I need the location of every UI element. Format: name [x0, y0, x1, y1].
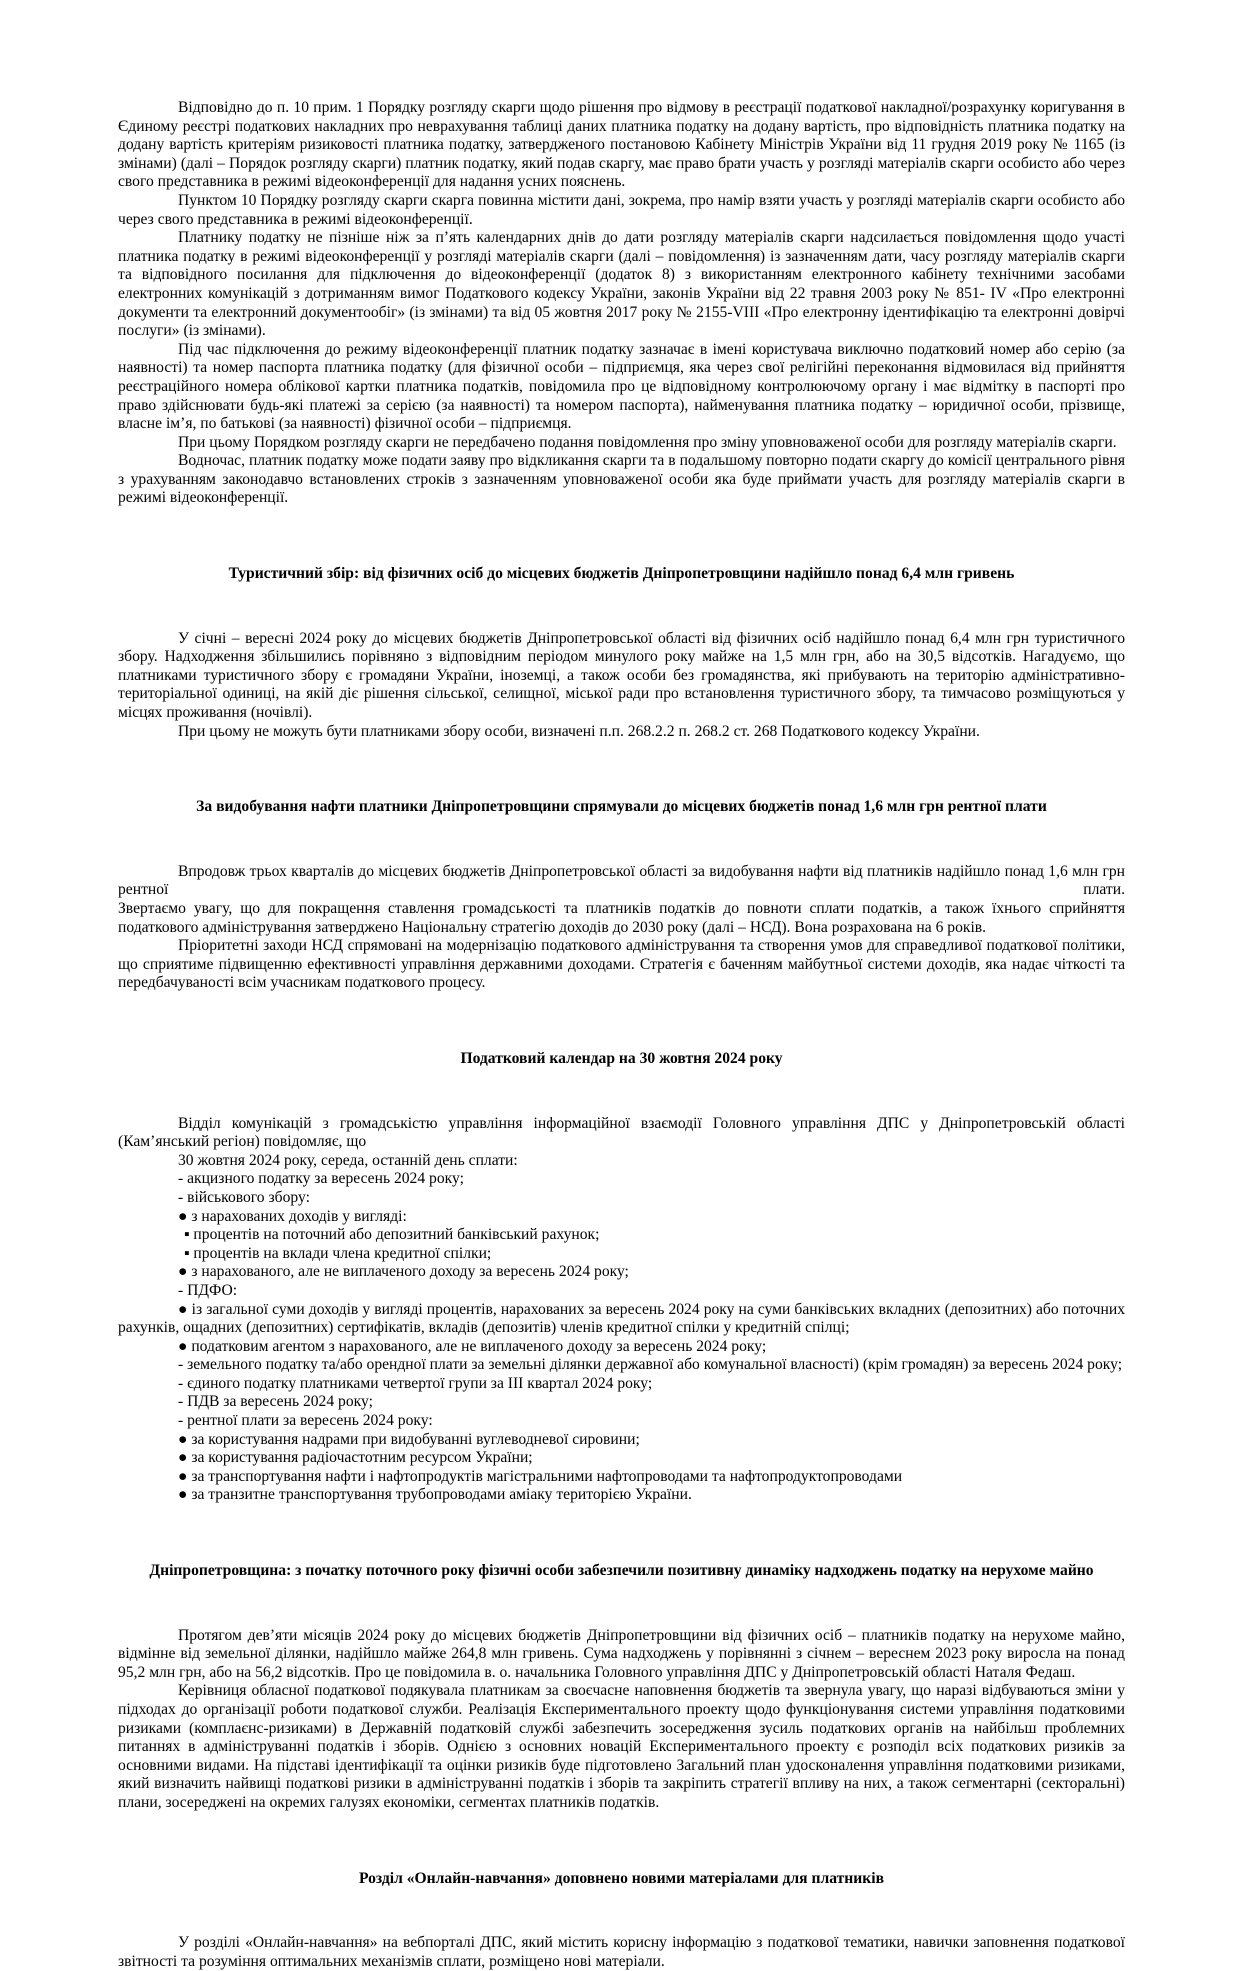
list-item: - ПДВ за вересень 2024 року; — [178, 1393, 373, 1411]
list-item: ● з нарахованого, але не виплаченого доходу за вересень 2024 року; — [178, 1263, 629, 1281]
paragraph: Впродовж трьох кварталів до місцевих бюджетів Дніпропетровської області за видобування нафти від платників надійшло понад 1,6 млн грн рентної плати. — [118, 862, 1125, 899]
paragraph: Відділ комунікацій з громадськістю управління інформаційної взаємодії Головного управління ДПС у Дніпропетровській області (Кам’янський регіон) повідомляє, що — [118, 1114, 1125, 1151]
list-item: ● податковим агентом з нарахованого, але не виплаченого доходу за вересень 2024 року; — [178, 1337, 767, 1355]
list-item: - єдиного податку платниками четвертої групи за ІІІ квартал 2024 року; — [178, 1374, 653, 1392]
list-item: 30 жовтня 2024 року, середа, останній день сплати: — [178, 1151, 518, 1169]
paragraph: При цьому не можуть бути платниками збору особи, визначені п.п. 268.2.2 п. 268.2 ст. 268 Податкового кодексу України. — [178, 722, 980, 740]
list-item: ▪ процентів на вклади члена кредитної спілки; — [184, 1244, 492, 1262]
section-heading: Розділ «Онлайн-навчання» доповнено новими матеріалами для платників — [358, 1869, 885, 1887]
list-item: ● з нарахованих доходів у вигляді: — [178, 1207, 407, 1225]
paragraph: При цьому Порядком розгляду скарги не передбачено подання повідомлення про зміну уповноваженої особи для розгляду матеріалів скарги. — [178, 433, 1117, 451]
paragraph: Звертаємо увагу, що для покращення ставлення громадськості та платників податків до повноти сплати податків, а також їхнього сприйняття податкового адміністрування затверджено Національну стратегію доходів до 2030 року (далі – НСД). Вона розрахована на 6 років. — [118, 900, 1125, 936]
section-heading: За видобування нафти платники Дніпропетровщини спрямували до місцевих бюджетів понад 1,6 млн грн рентної плати — [196, 798, 1047, 816]
section-heading: Дніпропетровщина: з початку поточного року фізичні особи забезпечили позитивну динаміку надходжень податку на нерухоме майно — [149, 1562, 1094, 1580]
list-item: ● за транзитне транспортування трубопроводами аміаку територією України. — [178, 1486, 692, 1504]
paragraph: Під час підключення до режиму відеоконференції платник податку зазначає в імені користувача виключно податковий номер або серію (за наявності) та номер паспорта платника податку (для фізичної особи – підприємця, яка через свої релігійні переконання відмовилася від прийняття реєстраційного номера облікової картки платника податків, повідомила про це відповідному контролюючому органу і має відмітку в паспорті про право здійснювати будь-які платежі за серією (за наявності) та номером паспорта), найменування платника податку – юридичної особи, прізвище, власне ім’я, по батькові (за наявності) фізичної особи – підприємця. — [118, 340, 1125, 433]
list-item: ● за користування радіочастотним ресурсом України; — [178, 1449, 533, 1467]
list-item: - акцизного податку за вересень 2024 року; — [178, 1170, 464, 1188]
list-item: ● за користування надрами при видобуванні вуглеводневої сировини; — [178, 1430, 640, 1448]
section-heading: Податковий календар на 30 жовтня 2024 року — [460, 1049, 783, 1067]
paragraph: У січні – вересні 2024 року до місцевих бюджетів Дніпропетровської області від фізичних осіб надійшло понад 6,4 млн грн туристичного збору. Надходження збільшились порівняно з відповідним періодом минулого року майже на 1,5 млн грн, або на 30,5 відсотків. Нагадуємо, що платниками туристичного збору є громадяни України, іноземці, а також особи без громадянства, які прибувають на територію адміністративно-територіальної одиниці, на якій діє рішення сільської, селищної, міської ради про встановлення туристичного збору, та тимчасово розміщуються у місцях проживання (ночівлі). — [118, 629, 1125, 722]
paragraph: Керівниця обласної податкової подякувала платникам за своєчасне наповнення бюджетів та звернула увагу, що наразі відбуваються зміни у підходах до організації роботи податкової служби. Реалізація Експериментального проекту щодо функціонування системи управління податковими ризиками (комплаєнс-ризиками) в Державній податковій службі забезпечить зосередження зусиль податкових органів на найбільш проблемних питаннях в адмініструванні податків і зборів. Однією з основних новацій Експериментального проекту є розподіл всіх податкових ризиків за основними видами. На підставі ідентифікації та оцінки ризиків буде підготовлено Загальний план удосконалення управління податковими ризиками, який визначить найвищі податкові ризики в адмініструванні податків і зборів та закріпить стратегії впливу на них, а також сегментарні (секторальні) плани, зосереджені на окремих галузях економіки, сегментах платників податків. — [118, 1682, 1125, 1811]
list-item: ● із загальної суми доходів у вигляді процентів, нарахованих за вересень 2024 року на суми банківських вкладних (депозитних) або поточних рахунків, ощадних (депозитних) сертифікатів, вкладів (депозитів) членів кредитної спілки у кредитній спілці; — [118, 1300, 1125, 1337]
list-item: - земельного податку та/або орендної плати за земельні ділянки державної або комунальної власності) (крім громадян) за вересень 2024 року; — [178, 1356, 1123, 1374]
list-item: - військового збору: — [178, 1188, 310, 1206]
paragraph: Водночас, платник податку може подати заяву про відкликання скарги та в подальшому повторно подати скаргу до комісії центрального рівня з урахуванням законодавчо встановлених строків з зазначенням уповноваженої особи яка буде приймати участь для розгляду матеріалів скарги в режимі відеоконференції. — [118, 452, 1125, 507]
list-item: - ПДФО: — [178, 1281, 238, 1299]
list-item: ▪ процентів на поточний або депозитний банківський рахунок; — [184, 1226, 600, 1244]
paragraph: Відповідно до п. 10 прим. 1 Порядку розгляду скарги щодо рішення про відмову в реєстрації податкової накладної/розрахунку коригування в Єдиному реєстрі податкових накладних про неврахування таблиці даних платника податку на додану вартість, про відповідність платника податку на додану вартість критеріям ризиковості платника податку, затвердженого постановою Кабінету Міністрів України від 11 грудня 2019 року № 1165 (із змінами) (далі – Порядок розгляду скарги) платник податку, який подав скаргу, має право брати участь у розгляді матеріалів скарги особисто або через свого представника в режимі відеоконференції для надання усних пояснень. — [118, 99, 1125, 191]
paragraph: Протягом дев’яти місяців 2024 року до місцевих бюджетів Дніпропетровщини від фізичних осіб – платників податку на нерухоме майно, відмінне від земельної ділянки, надійшло майже 264,8 млн гривень. Сума надходжень у порівнянні з січнем – вереснем 2023 року виросла на понад 95,2 млн грн, або на 56,2 відсотків. Про це повідомила в. о. начальника Головного управління ДПС у Дніпропетровській області Наталя Федаш. — [118, 1626, 1125, 1681]
section-heading: Туристичний збір: від фізичних осіб до місцевих бюджетів Дніпропетровщини надійшло понад 6,4 млн гривень — [228, 565, 1015, 583]
list-item: ● за транспортування нафти і нафтопродуктів магістральними нафтопроводами та нафтопродуктопроводами — [178, 1467, 903, 1485]
list-item: - рентної плати за вересень 2024 року: — [178, 1412, 433, 1430]
paragraph: У розділі «Онлайн-навчання» на вебпорталі ДПС, який містить корисну інформацію з податкової тематики, навички заповнення податкової звітності та розуміння оптимальних механізмів сплати, розміщено нові матеріали. — [118, 1934, 1125, 1970]
paragraph: Пунктом 10 Порядку розгляду скарги скарга повинна містити дані, зокрема, про намір взяти участь у розгляді матеріалів скарги особисто або через свого представника в режимі відеоконференції. — [118, 191, 1125, 228]
paragraph: Платнику податку не пізніше ніж за п’ять календарних днів до дати розгляду матеріалів скарги надсилається повідомлення щодо участі платника податку в режимі відеоконференції у розгляді матеріалів скарги (далі – повідомлення) із зазначенням дати, часу розгляду матеріалів скарги та відповідного посилання для підключення до відеоконференції (додаток 8) з використанням електронного кабінету технічними засобами електронних комунікацій з дотриманням вимог Податкового кодексу України, законів України від 22 травня 2003 року № 851- IV «Про електронні документи та електронний документообіг» (із змінами) та від 05 жовтня 2017 року № 2155-VIII «Про електронну ідентифікацію та електронні довірчі послуги» (із змінами). — [118, 229, 1125, 340]
paragraph: Пріоритетні заходи НСД спрямовані на модернізацію податкового адміністрування та створення умов для справедливої податкової політики, що сприятиме підвищенню ефективності управління державними доходами. Стратегія є баченням майбутньої системи доходів, яка надає чіткості та передбачуваності всім учасникам податкового процесу. — [118, 937, 1125, 992]
